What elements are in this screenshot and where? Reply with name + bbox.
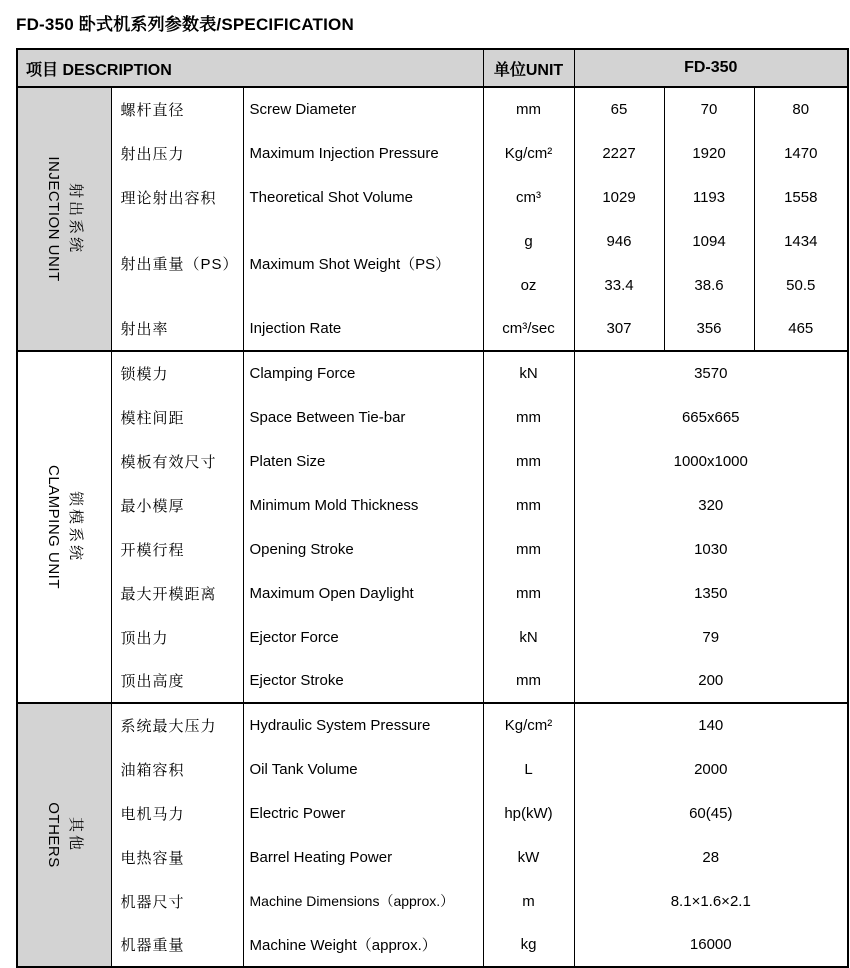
header-model: FD-350 xyxy=(574,49,848,87)
row-label-cn: 开模行程 xyxy=(111,527,243,571)
table-row xyxy=(17,835,848,879)
section-label-others xyxy=(17,703,111,967)
value-cell: 60(45) xyxy=(574,791,848,835)
value-cell: 1000x1000 xyxy=(574,439,848,483)
value-cell: 33.4 xyxy=(574,263,664,307)
row-label-en: Opening Stroke xyxy=(243,527,483,571)
value-cell: 1350 xyxy=(574,571,848,615)
table-row xyxy=(17,791,848,835)
value-cell: 3570 xyxy=(574,351,848,395)
header-row xyxy=(17,49,848,87)
value-cell: 70 xyxy=(664,87,754,131)
unit-cell: kN xyxy=(483,351,574,395)
row-label-cn: 顶出力 xyxy=(111,615,243,659)
section-label-en: CLAMPING UNIT xyxy=(45,464,63,590)
table-row xyxy=(17,175,848,219)
value-cell: 79 xyxy=(574,615,848,659)
value-cell: 140 xyxy=(574,703,848,747)
value-cell: 2227 xyxy=(574,131,664,175)
row-label-en: Clamping Force xyxy=(243,351,483,395)
table-row xyxy=(17,131,848,175)
unit-cell: cm³/sec xyxy=(483,307,574,351)
table-row xyxy=(17,615,848,659)
table-row xyxy=(17,659,848,703)
row-label-en: Machine Weight（approx.） xyxy=(243,923,483,967)
value-cell: 2000 xyxy=(574,747,848,791)
row-label-cn: 模板有效尺寸 xyxy=(111,439,243,483)
value-cell: 200 xyxy=(574,659,848,703)
row-label-en: Oil Tank Volume xyxy=(243,747,483,791)
section-label-cn: 锁模系统 xyxy=(67,490,84,564)
row-label-cn: 最小模厚 xyxy=(111,483,243,527)
value-cell: 38.6 xyxy=(664,263,754,307)
value-cell: 1920 xyxy=(664,131,754,175)
unit-cell: L xyxy=(483,747,574,791)
section-injection-unit xyxy=(17,87,848,351)
row-label-cn: 射出压力 xyxy=(111,131,243,175)
section-label-cn: 其他 xyxy=(67,816,84,854)
row-label-cn: 机器重量 xyxy=(111,923,243,967)
row-label-cn: 射出率 xyxy=(111,307,243,351)
row-label-cn: 模柱间距 xyxy=(111,395,243,439)
row-label-en: Ejector Stroke xyxy=(243,659,483,703)
value-cell: 1094 xyxy=(664,219,754,263)
row-label-cn: 顶出高度 xyxy=(111,659,243,703)
row-label-cn: 螺杆直径 xyxy=(111,87,243,131)
section-label-injection xyxy=(17,87,111,351)
row-label-en: Screw Diameter xyxy=(243,87,483,131)
unit-cell: mm xyxy=(483,87,574,131)
unit-cell: mm xyxy=(483,527,574,571)
row-label-en: Minimum Mold Thickness xyxy=(243,483,483,527)
table-row xyxy=(17,923,848,967)
row-label-en: Injection Rate xyxy=(243,307,483,351)
row-label-en: Maximum Shot Weight（PS） xyxy=(243,219,483,307)
row-label-en: Space Between Tie-bar xyxy=(243,395,483,439)
table-row xyxy=(17,483,848,527)
header-unit: 单位UNIT xyxy=(483,49,574,87)
value-cell: 1029 xyxy=(574,175,664,219)
section-clamping-unit xyxy=(17,351,848,703)
section-label-en: INJECTION UNIT xyxy=(45,156,63,282)
table-row xyxy=(17,527,848,571)
row-label-cn: 理论射出容积 xyxy=(111,175,243,219)
table-row xyxy=(17,351,848,395)
unit-cell: Kg/cm² xyxy=(483,703,574,747)
row-label-en: Ejector Force xyxy=(243,615,483,659)
value-cell: 946 xyxy=(574,219,664,263)
value-cell: 1030 xyxy=(574,527,848,571)
row-label-cn: 系统最大压力 xyxy=(111,703,243,747)
row-label-en: Maximum Open Daylight xyxy=(243,571,483,615)
table-row xyxy=(17,703,848,747)
value-cell: 1434 xyxy=(754,219,848,263)
value-cell: 8.1×1.6×2.1 xyxy=(574,879,848,923)
table-row xyxy=(17,219,848,263)
row-label-en: Platen Size xyxy=(243,439,483,483)
row-label-cn: 机器尺寸 xyxy=(111,879,243,923)
value-cell: 320 xyxy=(574,483,848,527)
table-row xyxy=(17,747,848,791)
row-label-en: Barrel Heating Power xyxy=(243,835,483,879)
unit-cell: mm xyxy=(483,659,574,703)
section-label-rotated xyxy=(43,156,87,281)
value-cell: 1193 xyxy=(664,175,754,219)
unit-cell: kN xyxy=(483,615,574,659)
table-row xyxy=(17,307,848,351)
table-row xyxy=(17,571,848,615)
value-cell: 16000 xyxy=(574,923,848,967)
table-row xyxy=(17,87,848,131)
value-cell: 665x665 xyxy=(574,395,848,439)
unit-cell: hp(kW) xyxy=(483,791,574,835)
row-label-en: Maximum Injection Pressure xyxy=(243,131,483,175)
section-label-cn: 射出系统 xyxy=(67,182,84,255)
unit-cell: mm xyxy=(483,439,574,483)
section-label-rotated xyxy=(43,465,87,589)
row-label-cn: 油箱容积 xyxy=(111,747,243,791)
value-cell: 80 xyxy=(754,87,848,131)
unit-cell: mm xyxy=(483,395,574,439)
unit-cell: g xyxy=(483,219,574,263)
section-label-clamping xyxy=(17,351,111,703)
row-label-en: Hydraulic System Pressure xyxy=(243,703,483,747)
value-cell: 1558 xyxy=(754,175,848,219)
table-row xyxy=(17,439,848,483)
row-label-cn: 电热容量 xyxy=(111,835,243,879)
value-cell: 28 xyxy=(574,835,848,879)
row-label-cn: 锁模力 xyxy=(111,351,243,395)
page-title: FD-350 卧式机系列参数表/SPECIFICATION xyxy=(16,15,354,34)
table-row xyxy=(17,395,848,439)
section-label-rotated xyxy=(43,802,87,868)
value-cell: 307 xyxy=(574,307,664,351)
row-label-en: Electric Power xyxy=(243,791,483,835)
unit-cell: kg xyxy=(483,923,574,967)
row-label-cn: 最大开模距离 xyxy=(111,571,243,615)
row-label-en: Theoretical Shot Volume xyxy=(243,175,483,219)
section-label-en: OTHERS xyxy=(45,802,63,868)
unit-cell: mm xyxy=(483,571,574,615)
unit-cell: oz xyxy=(483,263,574,307)
value-cell: 356 xyxy=(664,307,754,351)
unit-cell: m xyxy=(483,879,574,923)
row-label-cn: 射出重量（PS） xyxy=(111,219,243,307)
value-cell: 1470 xyxy=(754,131,848,175)
spec-table xyxy=(16,48,849,968)
value-cell: 465 xyxy=(754,307,848,351)
unit-cell: kW xyxy=(483,835,574,879)
value-cell: 65 xyxy=(574,87,664,131)
section-others xyxy=(17,703,848,967)
unit-cell: Kg/cm² xyxy=(483,131,574,175)
row-label-en: Machine Dimensions（approx.） xyxy=(243,879,483,923)
unit-cell: mm xyxy=(483,483,574,527)
table-row xyxy=(17,879,848,923)
row-label-cn: 电机马力 xyxy=(111,791,243,835)
value-cell: 50.5 xyxy=(754,263,848,307)
header-description: 项目 DESCRIPTION xyxy=(17,49,483,87)
table-header xyxy=(17,49,848,87)
unit-cell: cm³ xyxy=(483,175,574,219)
